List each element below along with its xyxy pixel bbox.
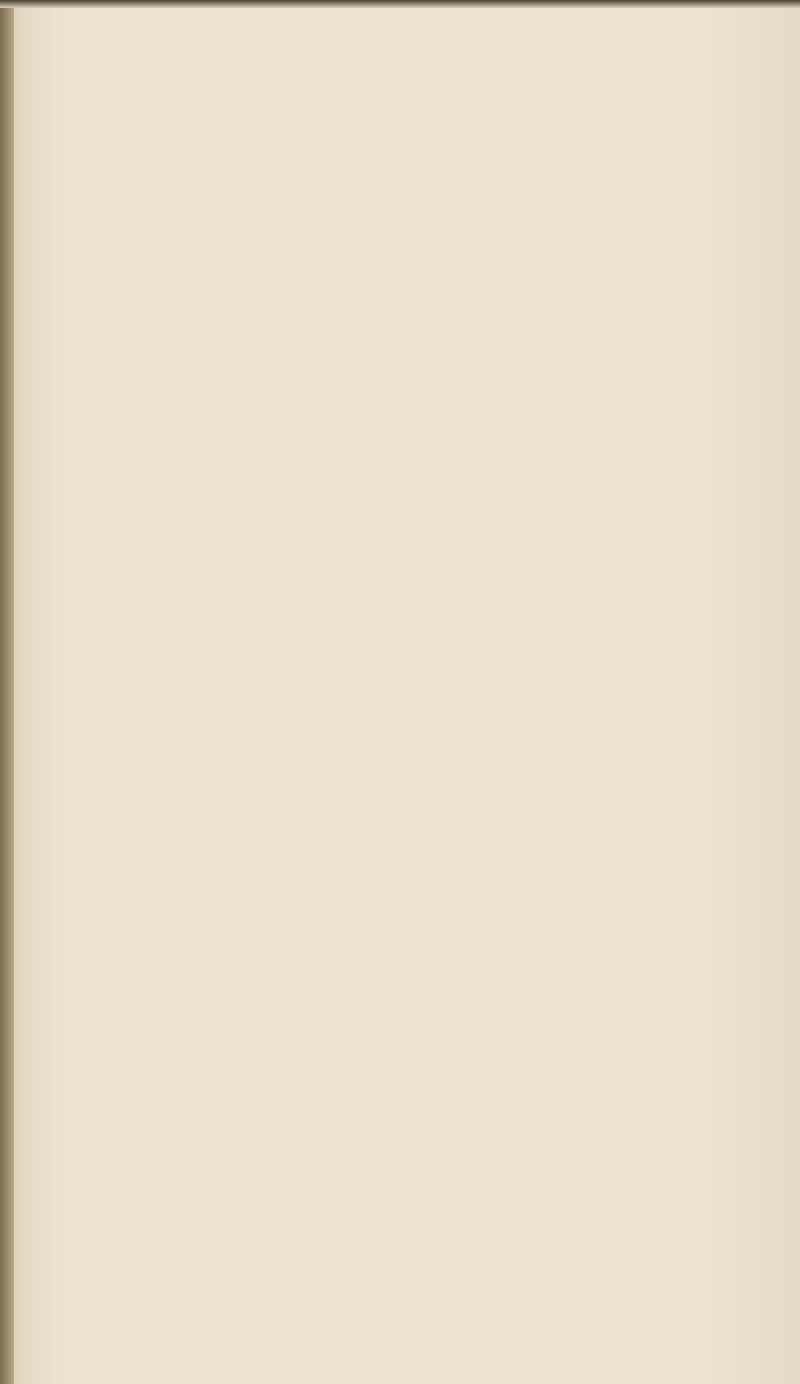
page-top-edge	[0, 0, 800, 8]
book-spine	[0, 0, 14, 1384]
